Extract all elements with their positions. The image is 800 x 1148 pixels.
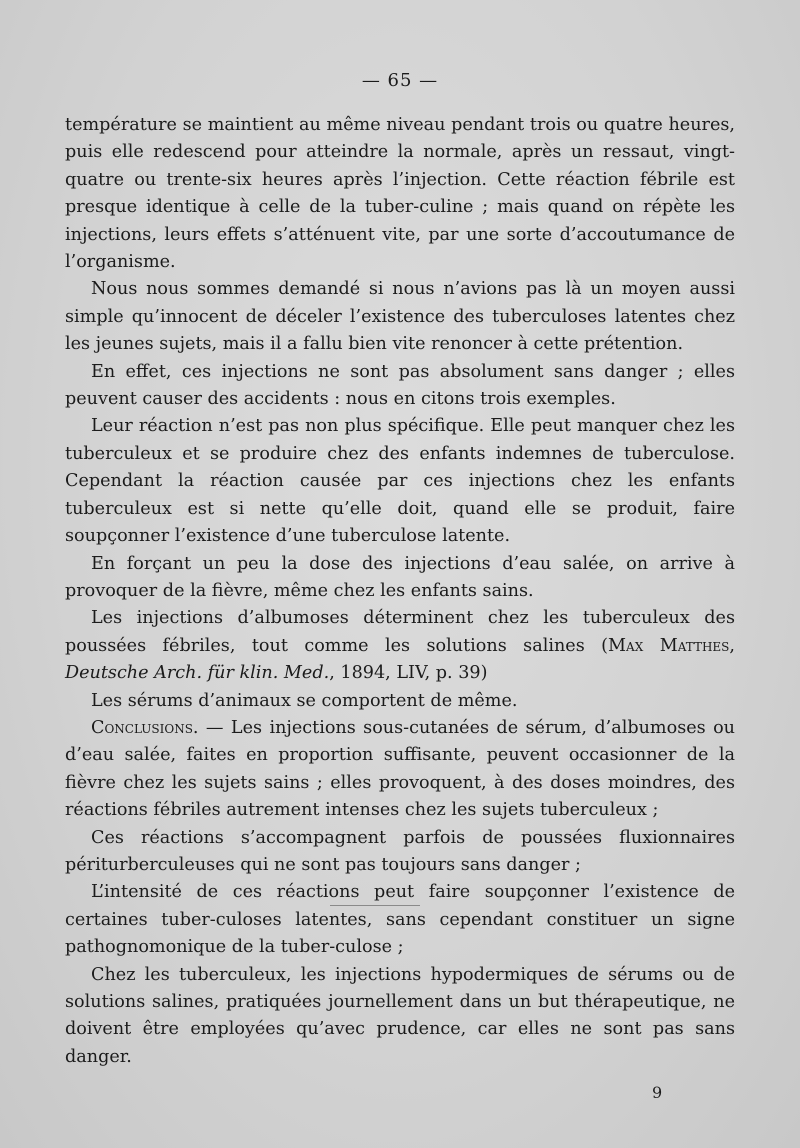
paragraph: Ces réactions s’accompagnent parfois de poussées fluxionnaires périturberculeuses qui ne sont pas toujours sans danger ;	[65, 827, 735, 875]
paragraph: Les sérums d’animaux se comportent de même.	[91, 690, 518, 711]
paragraph: En forçant un peu la dose des injections d’eau salée, on arrive à provoquer de la fièvre, même chez les enfants sains.	[65, 553, 735, 601]
citation-author: Max Matthes	[608, 635, 730, 656]
citation-reference: , 1894, LIV, p. 39)	[329, 663, 488, 684]
citation-journal: Deutsche Arch. für klin. Med.	[65, 663, 330, 684]
conclusions-label: Conclusions.	[91, 717, 199, 738]
paragraph: Chez les tuberculeux, les injections hypodermiques de sérums ou de solutions salines, pratiquées journellement dans un but thérapeutique, ne doivent être employées qu’avec prudence, car elles ne sont pas sans danger.	[65, 964, 735, 1067]
paragraph: En effet, ces injections ne sont pas absolument sans danger ; elles peuvent causer des accidents : nous en citons trois exemples.	[65, 361, 735, 410]
body-text	[65, 112, 735, 1071]
paragraph: température se maintient au même niveau pendant trois ou quatre heures, puis elle redescend pour atteindre la normale, après un ressaut, vingt-quatre ou trente-six heures après l’injection. Cette réaction fébrile est presque identique à celle de la tuber-culine ; mais quand on répète les injections, leurs effets s’atténuent vite, par une sorte d’accoutumance de l’organisme.	[65, 115, 735, 273]
paragraph: L’intensité de ces réactions peut faire soupçonner l’existence de certaines tuber-culoses latentes, sans cependant constituer un signe pathognomonique de la tuber-culose ;	[65, 882, 735, 958]
conclusions-text: — Les injections sous-cutanées de sérum, d’albumoses ou d’eau salée, faites en proportion suffisante, peuvent occasionner de la fièvre chez les sujets sains ; elles provoquent, à des doses moindres, des réactions fébriles autrement intenses chez les sujets tuberculeux ;	[65, 717, 735, 821]
separator-rule	[330, 905, 420, 906]
paragraph: Leur réaction n’est pas non plus spécifique. Elle peut manquer chez les tuberculeux et se produire chez des enfants indemnes de tuberculose. Cependant la réaction causée par ces injections chez les enfants tuberculeux est si nette qu’elle doit, quand elle se produit, faire soupçonner l’existence d’une tuberculose latente.	[65, 416, 735, 547]
paragraph-citation	[65, 605, 735, 687]
page-number: — 65 —	[361, 70, 439, 91]
folio-number: 9	[652, 1083, 663, 1102]
paragraph-text: Les injections d’albumoses déterminent chez les tuberculeux des poussées fébriles, tout comme les solutions salines (	[65, 608, 735, 656]
paragraph-conclusions	[65, 715, 735, 825]
citation-separator: ,	[729, 635, 735, 656]
paragraph: Nous nous sommes demandé si nous n’avions pas là un moyen aussi simple qu’innocent de déceler l’existence des tuberculoses latentes chez les jeunes sujets, mais il a fallu bien vite renoncer à cette prétention.	[65, 279, 735, 355]
